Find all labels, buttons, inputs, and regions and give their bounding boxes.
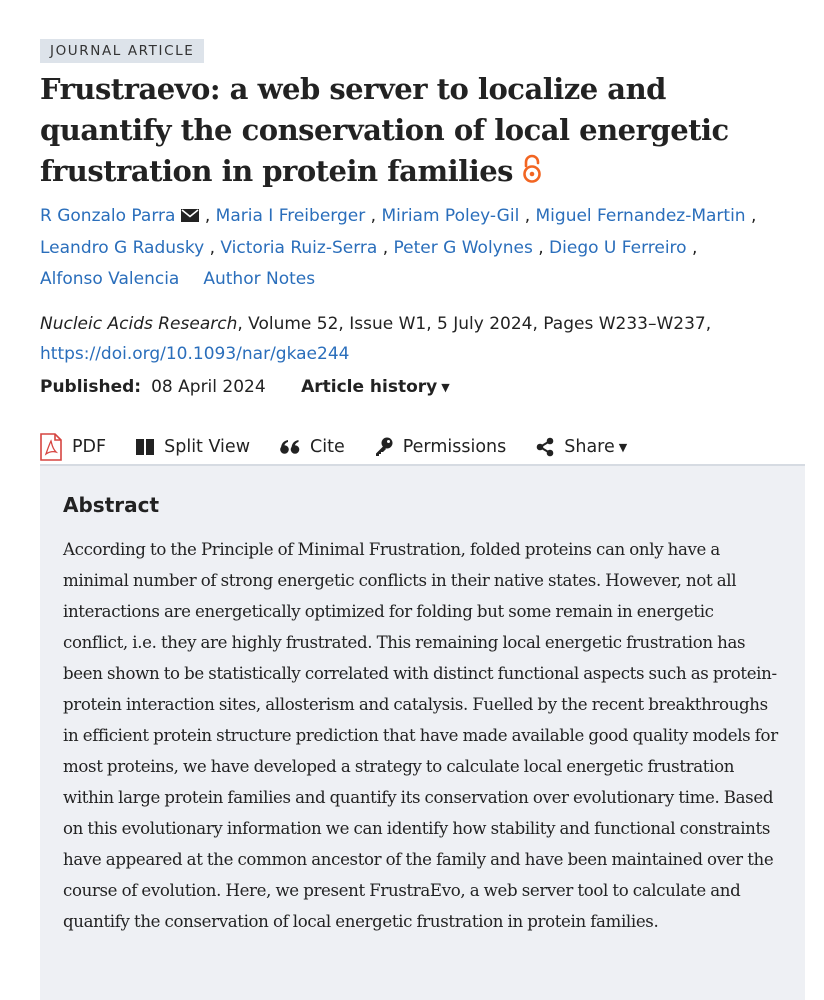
split-view-icon xyxy=(136,439,154,455)
author-link[interactable]: Diego U Ferreiro xyxy=(549,238,687,258)
citation-details: , Volume 52, Issue W1, 5 July 2024, Pages W233–W237, xyxy=(237,314,712,334)
pdf-button[interactable] xyxy=(40,433,106,461)
pdf-icon xyxy=(40,433,62,461)
chevron-down-icon: ▼ xyxy=(441,381,450,394)
author-link[interactable]: Peter G Wolynes xyxy=(393,238,533,258)
share-button[interactable] xyxy=(536,437,627,457)
author-link[interactable]: Miriam Poley-Gil xyxy=(381,206,520,226)
author-link[interactable]: Alfonso Valencia xyxy=(40,269,180,289)
quote-icon xyxy=(280,440,300,455)
abstract-section xyxy=(40,464,805,1000)
article-toolbar xyxy=(40,432,806,462)
author-list: R Gonzalo Parra , Maria I Freiberger , Miriam Poley-Gil , Miguel Fernandez-Martin , Leandro G Radusky , Victoria Ruiz-Serra , Peter G Wolynes , Diego U Ferreiro , Alfonso Valencia Author Notes xyxy=(40,201,806,295)
open-access-icon xyxy=(521,154,543,195)
author-link[interactable]: Leandro G Radusky xyxy=(40,238,205,258)
author-link[interactable]: R Gonzalo Parra xyxy=(40,206,176,226)
author-link[interactable]: Maria I Freiberger xyxy=(215,206,366,226)
article-header xyxy=(40,39,806,462)
pdf-label: PDF xyxy=(72,437,107,457)
mail-icon[interactable] xyxy=(181,202,199,233)
permissions-button[interactable] xyxy=(375,437,507,457)
article-history-label: Article history xyxy=(301,377,438,397)
key-icon xyxy=(375,437,393,457)
article-type-badge: JOURNAL ARTICLE xyxy=(40,39,204,63)
split-view-button[interactable] xyxy=(136,437,250,457)
cite-label: Cite xyxy=(310,437,345,457)
published-label: Published: xyxy=(40,377,142,397)
published-row xyxy=(40,373,806,402)
citation xyxy=(40,309,806,369)
article-title-text: Frustraevo: a web server to localize and quantify the conservation of local energetic frustration in protein families xyxy=(40,72,729,188)
chevron-down-icon: ▼ xyxy=(618,440,628,454)
article-history-toggle[interactable] xyxy=(301,377,450,397)
share-icon xyxy=(536,437,554,457)
permissions-label: Permissions xyxy=(402,437,507,457)
published-date: 08 April 2024 xyxy=(151,377,266,397)
split-view-label: Split View xyxy=(164,437,251,457)
author-link[interactable]: Victoria Ruiz-Serra xyxy=(220,238,378,258)
author-link[interactable]: Miguel Fernandez-Martin xyxy=(535,206,746,226)
doi-link[interactable]: https://doi.org/10.1093/nar/gkae244 xyxy=(40,344,350,364)
author-notes-link[interactable]: Author Notes xyxy=(203,269,316,289)
abstract-text: According to the Principle of Minimal Frustration, folded proteins can only have a minimal number of strong energetic conflicts in their native states. However, not all interactions are energetically optimized for folding but some remain in energetic conflict, i.e. they are highly frustrated. This remaining local energetic frustration has been shown to be statistically correlated with distinct functional aspects such as protein-protein interaction sites, allosterism and catalysis. Fuelled by the recent breakthroughs in efficient protein structure prediction that have made available good quality models for most proteins, we have developed a strategy to calculate local energetic frustration within large protein families and quantify its conservation over evolutionary time. Based on this evolutionary information we can identify how stability and functional constraints have appeared at the common ancestor of the family and have been maintained over the course of evolution. Here, we present FrustraEvo, a web server tool to calculate and quantify the conservation of local energetic frustration in protein families. xyxy=(63,540,778,931)
article-title xyxy=(40,69,806,195)
abstract-heading: Abstract xyxy=(63,493,160,517)
journal-name: Nucleic Acids Research xyxy=(40,314,238,334)
cite-button[interactable] xyxy=(280,437,345,457)
share-label: Share xyxy=(564,437,615,457)
